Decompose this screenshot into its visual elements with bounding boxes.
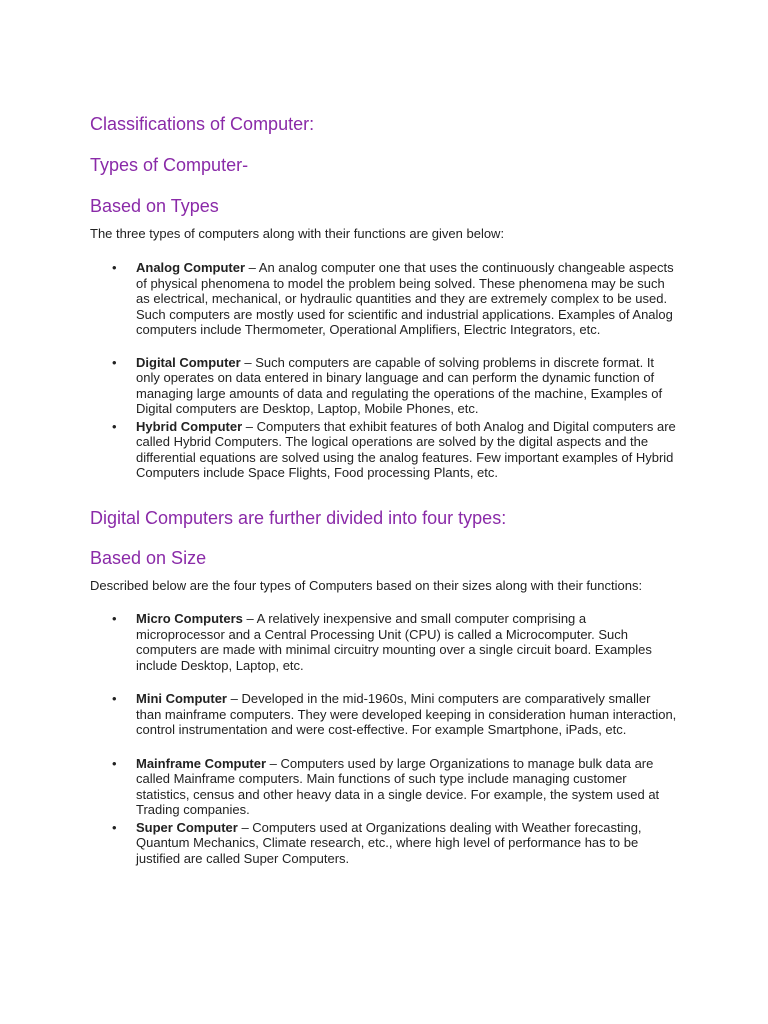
bullet-glyph: • xyxy=(112,611,117,626)
bullet-glyph: • xyxy=(112,755,117,771)
list-item-mini xyxy=(90,691,678,738)
list-item-analog xyxy=(90,260,678,338)
term-super: Super Computer xyxy=(136,819,238,835)
bullet-glyph: • xyxy=(112,691,117,706)
heading-based-on-size: Based on Size xyxy=(90,548,207,568)
desc-digital: – Such computers are capable of solving problems in discrete format. It only operates on data entered in binary language and can perform the dynamic function of managing large amounts of data and regulating the operations of the machine, Examples of Digital computers are Desktop, Laptop, Mobile Phones, etc. xyxy=(136,354,663,416)
heading-types-of-computer: Types of Computer- xyxy=(90,155,249,175)
term-mini: Mini Computer xyxy=(136,691,227,706)
term-hybrid: Hybrid Computer xyxy=(136,418,243,434)
bullet-glyph: • xyxy=(112,418,117,434)
types-list xyxy=(90,260,678,481)
term-micro: Micro Computers xyxy=(136,611,243,626)
desc-micro: – A relatively inexpensive and small computer comprising a microprocessor and a Central Processing Unit (CPU) is called a Microcomputer. Such computers are made with minimal circuitry mounting over a single circuit board. Examples include Desktop, Laptop, etc. xyxy=(136,611,652,673)
size-list xyxy=(90,611,678,866)
heading-classifications: Classifications of Computer: xyxy=(90,114,315,134)
bullet-glyph: • xyxy=(112,260,117,275)
heading-digital-divided: Digital Computers are further divided into four types: xyxy=(90,508,507,528)
desc-hybrid: – Computers that exhibit features of both Analog and Digital computers are called Hybrid Computers. The logical operations are solved by the digital aspects and the differential equations are solved using the analog features. Few important examples of Hybrid Computers include Space Flights, Food processing Plants, etc. xyxy=(136,418,676,480)
desc-mainframe: – Computers used by large Organizations to manage bulk data are called Mainframe computers. Main functions of such type include managing customer statistics, census and other heavy data in a single device. For example, the system used at Trading companies. xyxy=(136,755,660,817)
term-analog: Analog Computer xyxy=(136,260,246,275)
list-item-mainframe xyxy=(90,756,678,818)
bullet-glyph: • xyxy=(112,354,117,370)
desc-analog: – An analog computer one that uses the continuously changeable aspects of physical phenomena to model the problem being solved. These phenomena may be such as electrical, mechanical, or hydraulic quantities and they are extremely complex to be used. Such computers are mostly used for scientific and industrial applications. Examples of Analog computers include Thermometer, Operational Amplifiers, Electric Integrators, etc. xyxy=(136,260,674,337)
bullet-glyph: • xyxy=(112,819,117,835)
list-item-super xyxy=(90,820,678,867)
term-mainframe: Mainframe Computer xyxy=(136,755,267,771)
heading-based-on-types: Based on Types xyxy=(90,196,219,216)
desc-mini: – Developed in the mid-1960s, Mini computers are comparatively smaller than mainframe computers. They were developed keeping in consideration human interaction, control instrumentation and were cost-effective. For example Smartphone, iPads, etc. xyxy=(136,691,677,737)
intro-size-paragraph: Described below are the four types of Computers based on their sizes along with their functions: xyxy=(90,578,643,593)
list-item-micro xyxy=(90,611,678,673)
desc-super: – Computers used at Organizations dealing with Weather forecasting, Quantum Mechanics, Climate research, etc., where high level of performance has to be justified are called Super Computers. xyxy=(136,819,642,866)
term-digital: Digital Computer xyxy=(136,354,241,370)
intro-types-paragraph: The three types of computers along with their functions are given below: xyxy=(90,226,505,241)
list-item-hybrid xyxy=(90,419,678,481)
list-item-digital xyxy=(90,355,678,417)
